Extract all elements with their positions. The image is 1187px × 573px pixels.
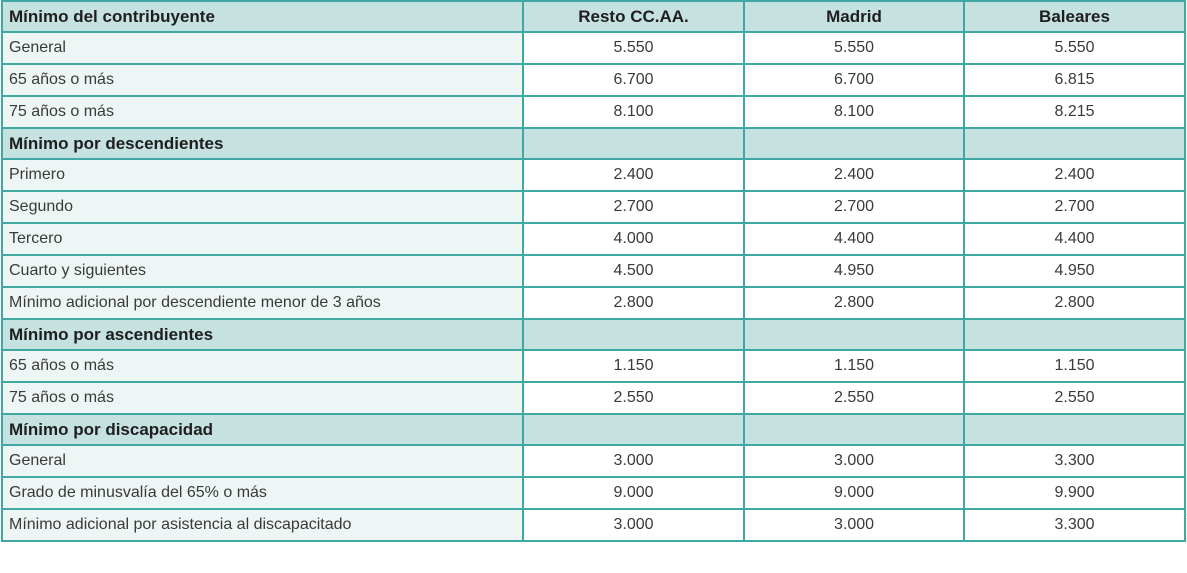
table-row: [2, 32, 1185, 64]
value-baleares: 3.300: [964, 509, 1185, 541]
value-madrid: 1.150: [744, 350, 964, 382]
value-madrid: 3.000: [744, 509, 964, 541]
table-row: [2, 509, 1185, 541]
row-label: Segundo: [2, 191, 523, 223]
section-blank-cell: [744, 128, 964, 159]
value-baleares: 2.400: [964, 159, 1185, 191]
row-label: 75 años o más: [2, 382, 523, 414]
section-header-ascendientes: [2, 319, 1185, 350]
value-madrid: 9.000: [744, 477, 964, 509]
value-baleares: 4.400: [964, 223, 1185, 255]
header-madrid: Madrid: [744, 1, 964, 32]
section-header-descendientes: [2, 128, 1185, 159]
table-row: [2, 382, 1185, 414]
table-row: [2, 255, 1185, 287]
tax-minimums-table: [1, 0, 1186, 542]
section-title: Mínimo por descendientes: [2, 128, 523, 159]
section-blank-cell: [964, 414, 1185, 445]
header-baleares: Baleares: [964, 1, 1185, 32]
value-madrid: 6.700: [744, 64, 964, 96]
row-label: 75 años o más: [2, 96, 523, 128]
value-resto-ccaa: 8.100: [523, 96, 744, 128]
value-baleares: 1.150: [964, 350, 1185, 382]
section-blank-cell: [523, 128, 744, 159]
row-label: General: [2, 445, 523, 477]
value-baleares: 2.700: [964, 191, 1185, 223]
section-title: Mínimo por discapacidad: [2, 414, 523, 445]
value-baleares: 2.550: [964, 382, 1185, 414]
section-blank-cell: [523, 319, 744, 350]
row-label: Mínimo adicional por asistencia al discapacitado: [2, 509, 523, 541]
row-label: Mínimo adicional por descendiente menor de 3 años: [2, 287, 523, 319]
section-title: Mínimo por ascendientes: [2, 319, 523, 350]
value-resto-ccaa: 2.700: [523, 191, 744, 223]
value-resto-ccaa: 2.800: [523, 287, 744, 319]
value-madrid: 4.400: [744, 223, 964, 255]
value-resto-ccaa: 4.000: [523, 223, 744, 255]
table-row: [2, 287, 1185, 319]
section-blank-cell: [964, 319, 1185, 350]
table-row: [2, 223, 1185, 255]
value-madrid: 2.550: [744, 382, 964, 414]
value-madrid: 2.400: [744, 159, 964, 191]
header-resto-ccaa: Resto CC.AA.: [523, 1, 744, 32]
section-blank-cell: [964, 128, 1185, 159]
value-resto-ccaa: 4.500: [523, 255, 744, 287]
table-row: [2, 445, 1185, 477]
table-row: [2, 96, 1185, 128]
row-label: Primero: [2, 159, 523, 191]
value-resto-ccaa: 3.000: [523, 445, 744, 477]
row-label: Cuarto y siguientes: [2, 255, 523, 287]
value-baleares: 3.300: [964, 445, 1185, 477]
value-resto-ccaa: 3.000: [523, 509, 744, 541]
table-row: [2, 350, 1185, 382]
value-resto-ccaa: 2.550: [523, 382, 744, 414]
row-label: 65 años o más: [2, 64, 523, 96]
value-baleares: 9.900: [964, 477, 1185, 509]
section-blank-cell: [744, 319, 964, 350]
value-resto-ccaa: 1.150: [523, 350, 744, 382]
section-blank-cell: [744, 414, 964, 445]
table-header-row: [2, 1, 1185, 32]
table-row: [2, 64, 1185, 96]
table-row: [2, 477, 1185, 509]
value-baleares: 5.550: [964, 32, 1185, 64]
row-label: 65 años o más: [2, 350, 523, 382]
value-madrid: 3.000: [744, 445, 964, 477]
row-label: Grado de minusvalía del 65% o más: [2, 477, 523, 509]
value-madrid: 4.950: [744, 255, 964, 287]
table-row: [2, 191, 1185, 223]
header-contribuyente: Mínimo del contribuyente: [2, 1, 523, 32]
value-madrid: 5.550: [744, 32, 964, 64]
value-resto-ccaa: 5.550: [523, 32, 744, 64]
row-label: General: [2, 32, 523, 64]
value-resto-ccaa: 2.400: [523, 159, 744, 191]
table-row: [2, 159, 1185, 191]
value-resto-ccaa: 9.000: [523, 477, 744, 509]
section-header-discapacidad: [2, 414, 1185, 445]
value-madrid: 8.100: [744, 96, 964, 128]
value-baleares: 8.215: [964, 96, 1185, 128]
value-baleares: 2.800: [964, 287, 1185, 319]
row-label: Tercero: [2, 223, 523, 255]
value-madrid: 2.700: [744, 191, 964, 223]
value-baleares: 6.815: [964, 64, 1185, 96]
value-resto-ccaa: 6.700: [523, 64, 744, 96]
section-blank-cell: [523, 414, 744, 445]
value-madrid: 2.800: [744, 287, 964, 319]
value-baleares: 4.950: [964, 255, 1185, 287]
